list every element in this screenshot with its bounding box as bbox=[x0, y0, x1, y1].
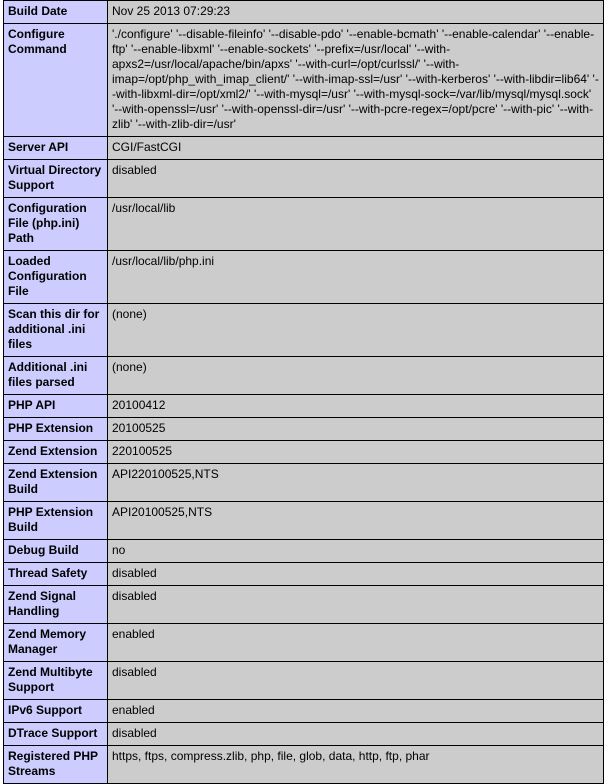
table-row bbox=[4, 464, 604, 502]
row-value: (none) bbox=[108, 357, 604, 395]
row-value: enabled bbox=[108, 700, 604, 723]
row-value: './configure' '--disable-fileinfo' '--disable-pdo' '--enable-bcmath' '--enable-calendar' '--enable-ftp' '--enable-libxml' '--enable-sockets' '--prefix=/usr/local' '--with-apxs2=/usr/local/apache/bin/apxs' '--with-curl=/opt/curlssl/' '--with-imap=/opt/php_with_imap_client/' '--with-imap-ssl=/usr' '--with-kerberos' '--with-libdir=lib64' '--with-libxml-dir=/opt/xml2/' '--with-mysql=/usr' '--with-mysql-sock=/var/lib/mysql/mysql.sock' '--with-openssl=/usr' '--with-openssl-dir=/usr' '--with-pcre-regex=/opt/pcre' '--with-pic' '--with-zlib' '--with-zlib-dir=/usr' bbox=[108, 24, 604, 137]
row-label: PHP Extension bbox=[4, 418, 108, 441]
row-value: disabled bbox=[108, 563, 604, 586]
row-value: Nov 25 2013 07:29:23 bbox=[108, 1, 604, 24]
row-label: Loaded Configuration File bbox=[4, 251, 108, 304]
row-value: API220100525,NTS bbox=[108, 464, 604, 502]
row-label: Zend Multibyte Support bbox=[4, 662, 108, 700]
row-value: /usr/local/lib bbox=[108, 198, 604, 251]
row-value: disabled bbox=[108, 662, 604, 700]
table-row bbox=[4, 198, 604, 251]
row-label: Additional .ini files parsed bbox=[4, 357, 108, 395]
phpinfo-table bbox=[3, 0, 604, 784]
row-label: Thread Safety bbox=[4, 563, 108, 586]
table-row bbox=[4, 160, 604, 198]
row-label: Zend Extension bbox=[4, 441, 108, 464]
table-row bbox=[4, 395, 604, 418]
row-value: disabled bbox=[108, 160, 604, 198]
table-row bbox=[4, 1, 604, 24]
table-row bbox=[4, 746, 604, 784]
row-value: no bbox=[108, 540, 604, 563]
row-label: Zend Memory Manager bbox=[4, 624, 108, 662]
row-value: CGI/FastCGI bbox=[108, 137, 604, 160]
row-value: API20100525,NTS bbox=[108, 502, 604, 540]
row-label: Zend Extension Build bbox=[4, 464, 108, 502]
row-label: Zend Signal Handling bbox=[4, 586, 108, 624]
row-value: disabled bbox=[108, 723, 604, 746]
row-value: 20100412 bbox=[108, 395, 604, 418]
table-row bbox=[4, 304, 604, 357]
row-label: Build Date bbox=[4, 1, 108, 24]
row-value: /usr/local/lib/php.ini bbox=[108, 251, 604, 304]
row-value: (none) bbox=[108, 304, 604, 357]
row-label: IPv6 Support bbox=[4, 700, 108, 723]
row-label: Scan this dir for additional .ini files bbox=[4, 304, 108, 357]
row-label: Debug Build bbox=[4, 540, 108, 563]
table-row bbox=[4, 662, 604, 700]
table-row bbox=[4, 137, 604, 160]
table-row bbox=[4, 624, 604, 662]
row-value: 20100525 bbox=[108, 418, 604, 441]
row-label: Virtual Directory Support bbox=[4, 160, 108, 198]
table-row bbox=[4, 251, 604, 304]
table-row bbox=[4, 586, 604, 624]
table-row bbox=[4, 418, 604, 441]
row-label: Configuration File (php.ini) Path bbox=[4, 198, 108, 251]
row-label: Configure Command bbox=[4, 24, 108, 137]
table-row bbox=[4, 24, 604, 137]
table-row bbox=[4, 441, 604, 464]
table-row bbox=[4, 357, 604, 395]
row-label: PHP API bbox=[4, 395, 108, 418]
row-value: disabled bbox=[108, 586, 604, 624]
row-value: enabled bbox=[108, 624, 604, 662]
table-row bbox=[4, 563, 604, 586]
table-row bbox=[4, 700, 604, 723]
table-row bbox=[4, 540, 604, 563]
table-row bbox=[4, 723, 604, 746]
table-row bbox=[4, 502, 604, 540]
row-label: Server API bbox=[4, 137, 108, 160]
row-label: Registered PHP Streams bbox=[4, 746, 108, 784]
row-label: PHP Extension Build bbox=[4, 502, 108, 540]
row-value: 220100525 bbox=[108, 441, 604, 464]
row-label: DTrace Support bbox=[4, 723, 108, 746]
row-value: https, ftps, compress.zlib, php, file, glob, data, http, ftp, phar bbox=[108, 746, 604, 784]
